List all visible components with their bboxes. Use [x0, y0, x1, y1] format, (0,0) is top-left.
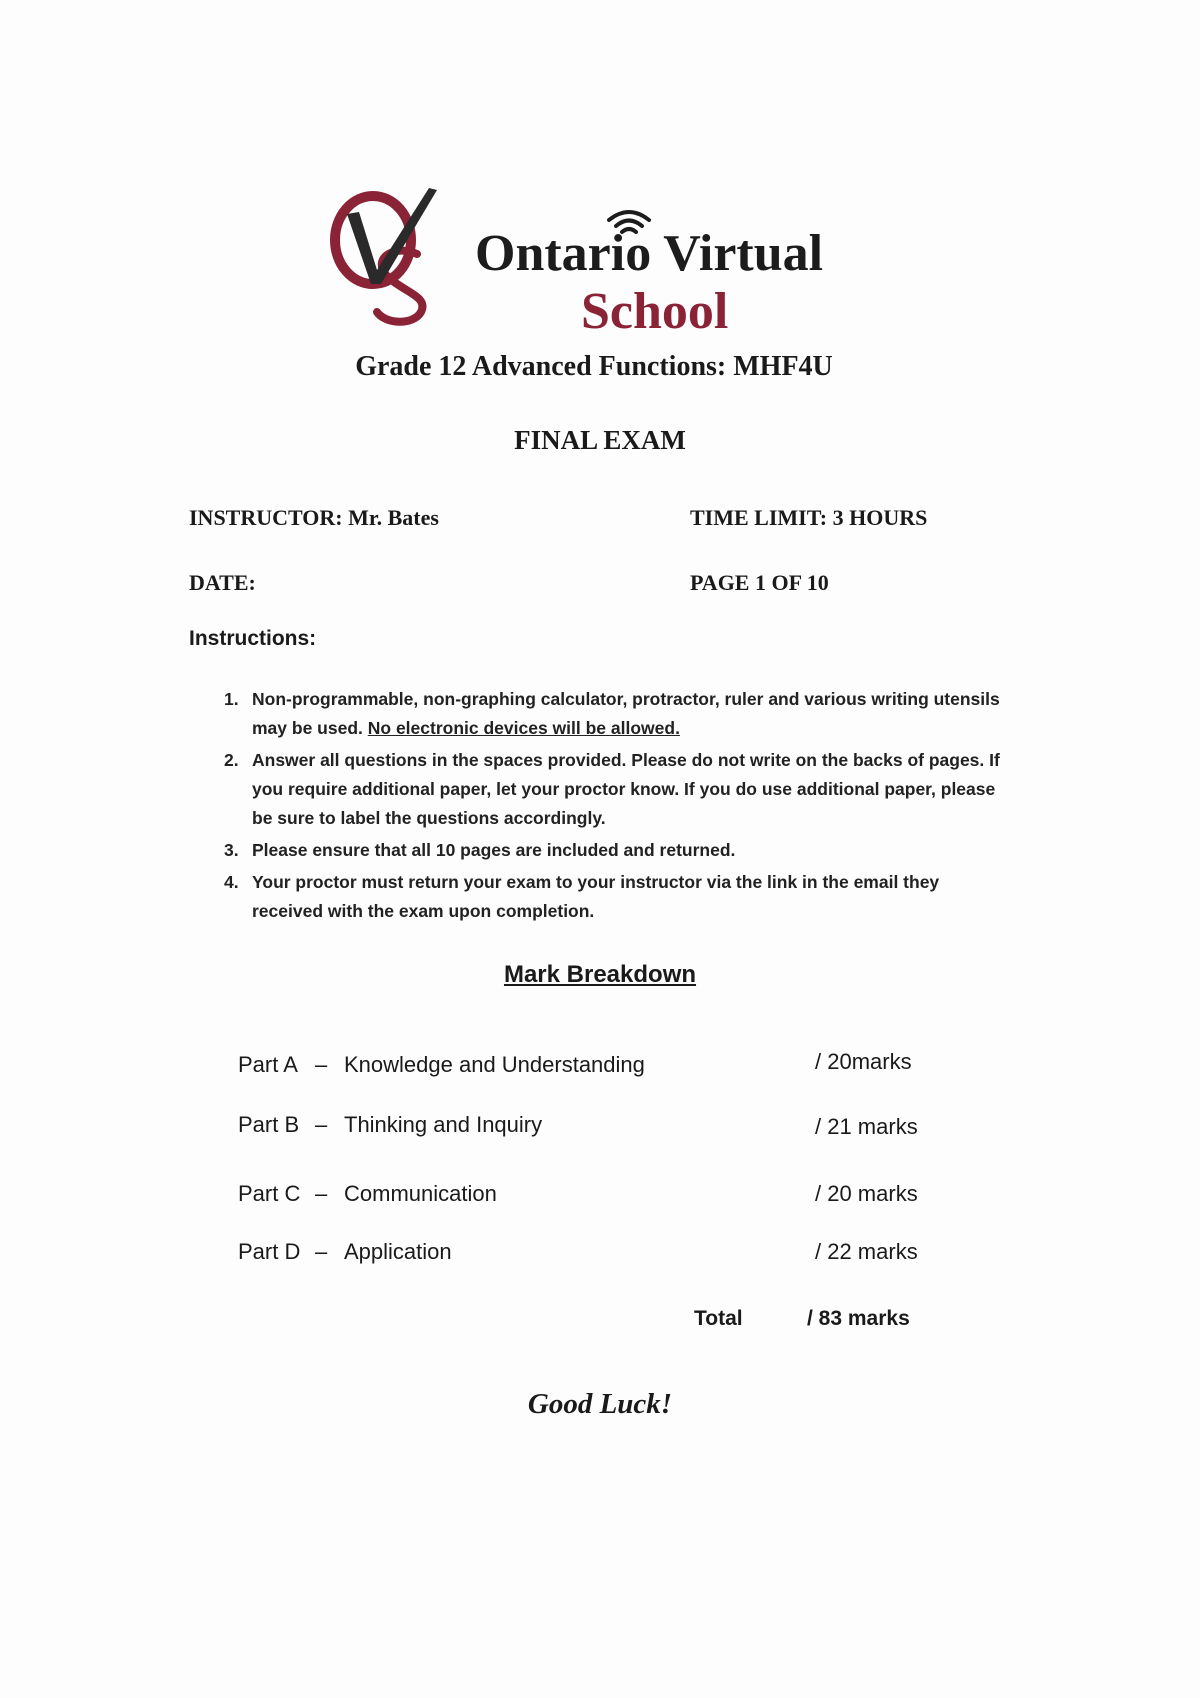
list-item-text: Answer all questions in the spaces provided. Please do not write on the backs of pages. If you require additional paper, let your proctor know. If you do use additional paper, please be sure to label the questions accordingly.	[252, 750, 1000, 828]
school-logo	[325, 178, 885, 338]
instructions-heading: Instructions:	[189, 627, 317, 650]
good-luck-closing: Good Luck!	[527, 1388, 673, 1420]
list-item-number: 4.	[224, 872, 239, 892]
date-label: DATE:	[189, 570, 256, 595]
part-category: Knowledge and Understanding	[344, 1052, 645, 1077]
course-title: Grade 12 Advanced Functions: MHF4U	[355, 351, 833, 382]
ovs-checkmark-logo-icon	[325, 184, 455, 329]
list-item-number: 1.	[224, 689, 239, 709]
exam-title: FINAL EXAM	[514, 425, 686, 455]
part-marks: / 20 marks	[815, 1181, 918, 1206]
list-item-text: Non-programmable, non-graphing calculator, protractor, ruler and various writing utensils may be used.	[252, 689, 1000, 738]
logo-text-school: School	[581, 283, 729, 340]
page-indicator: PAGE 1 OF 10	[690, 570, 829, 595]
part-label: Part C	[238, 1181, 301, 1206]
part-category: Thinking and Inquiry	[344, 1112, 543, 1137]
mark-breakdown-heading: Mark Breakdown	[503, 961, 697, 988]
list-item	[224, 836, 1014, 865]
instructor-label: INSTRUCTOR:	[189, 505, 343, 530]
part-marks: / 21 marks	[815, 1114, 918, 1139]
part-dash: –	[315, 1239, 328, 1264]
list-item-text: Please ensure that all 10 pages are included and returned.	[252, 840, 736, 860]
list-item-emphasis: No electronic devices will be allowed.	[367, 718, 680, 738]
part-category: Application	[344, 1239, 452, 1264]
part-label: Part A	[238, 1052, 298, 1077]
part-dash: –	[315, 1052, 328, 1077]
part-label: Part D	[238, 1239, 301, 1264]
part-category: Communication	[344, 1181, 497, 1206]
part-dash: –	[315, 1112, 328, 1137]
part-dash: –	[315, 1181, 328, 1206]
part-label: Part B	[238, 1112, 300, 1137]
part-marks: / 20marks	[815, 1049, 912, 1074]
instructions-list	[224, 685, 1014, 929]
instructor-name: Mr. Bates	[348, 505, 439, 530]
time-limit: TIME LIMIT: 3 HOURS	[690, 505, 928, 530]
logo-text-ontario-virtual: Ontario Virtual	[475, 225, 824, 282]
list-item	[224, 868, 1014, 926]
total-label: Total	[694, 1307, 743, 1330]
part-marks: / 22 marks	[815, 1239, 918, 1264]
list-item	[224, 746, 1014, 833]
list-item-text: Your proctor must return your exam to your instructor via the link in the email they received with the exam upon completion.	[252, 872, 940, 921]
list-item-number: 3.	[224, 840, 239, 860]
list-item	[224, 685, 1014, 743]
list-item-number: 2.	[224, 750, 239, 770]
total-marks: / 83 marks	[807, 1307, 910, 1330]
instructor-line	[189, 507, 439, 529]
